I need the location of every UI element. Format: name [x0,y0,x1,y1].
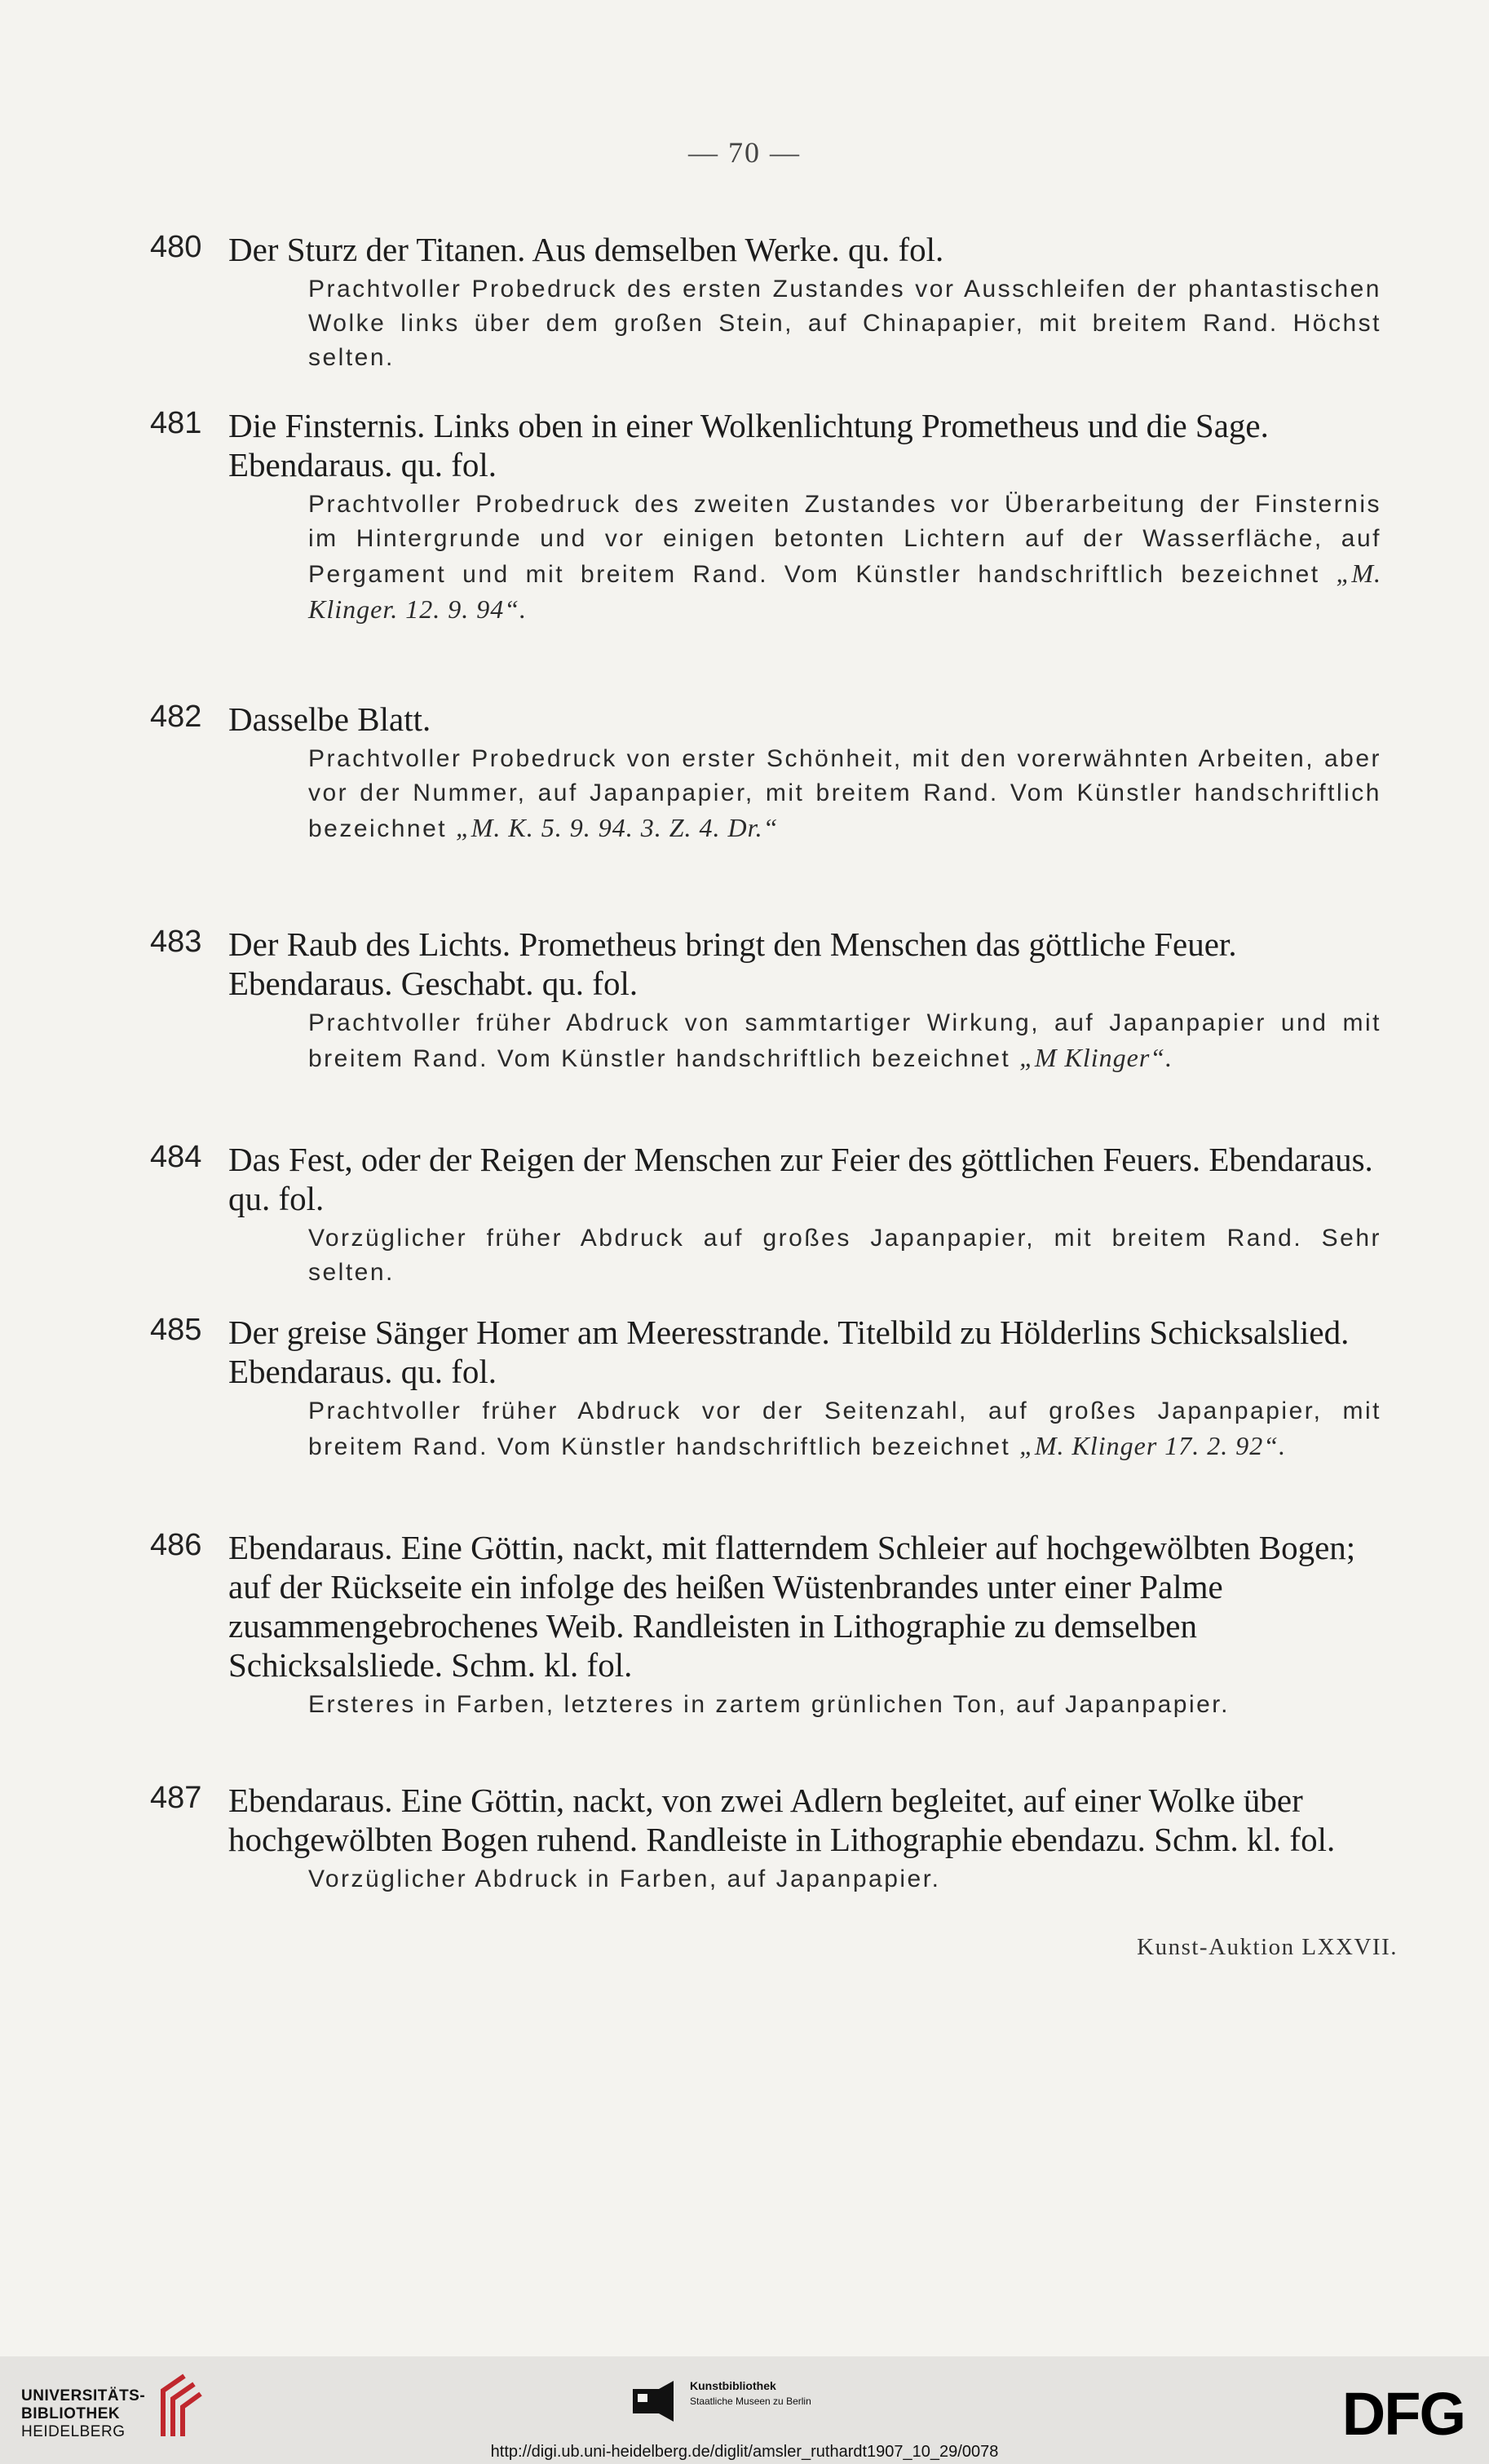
entry-number: 480 [150,230,202,264]
catalog-entry [150,1313,1381,1528]
entry-title: Der Sturz der Titanen. Aus demselben Werke. qu. fol. [228,231,944,268]
catalog-entry [150,700,1381,925]
entry-title: Dasselbe Blatt. [228,700,431,738]
entry-number: 483 [150,925,202,959]
artist-signature: „M. K. 5. 9. 94. 3. Z. 4. Dr.“ [455,813,779,842]
entry-number: 482 [150,700,202,734]
dfg-logo[interactable]: DFG [1341,2380,1465,2448]
entry-number: 481 [150,406,202,440]
catalog-entries [150,230,1381,1944]
catalog-entry [150,1528,1381,1781]
description-text: Vorzüglicher Abdruck in Farben, auf Japanpapier. [308,1866,941,1892]
entry-number: 485 [150,1313,202,1347]
auction-footer: Kunst-Auktion LXXVII. [1137,1934,1398,1960]
university-logo-line: HEIDELBERG [21,2423,126,2440]
viewer-footer-bar [0,2356,1489,2464]
university-library-logo[interactable] [21,2387,145,2441]
page-number: — 70 — [688,136,801,169]
entry-description [228,1221,1381,1290]
entry-description [228,1394,1381,1464]
catalog-entry [150,1781,1381,1944]
description-text: Prachtvoller früher Abdruck vor der Seitenzahl, auf großes Japanpapier, mit breitem Rand. Vom Künstler handschriftlich bezeichnet [308,1398,1381,1460]
entry-title: Ebendaraus. Eine Göttin, nackt, mit flatterndem Schleier auf hochgewölbten Bogen; auf der Rückseite ein infolge des heißen Wüstenbrandes unter einer Palme zusammengebrochenes Weib. Randleisten in Lithographie zu demselben Schicksalsliede. Schm. kl. fol. [228,1529,1356,1684]
university-logo-line: BIBLIOTHEK [21,2405,121,2422]
description-text: Ersteres in Farben, letzteres in zartem grünlichen Ton, auf Japanpapier. [308,1691,1230,1718]
catalog-entry [150,1140,1381,1313]
artist-signature: „M. Klinger. 12. 9. 94“. [308,559,1381,624]
entry-title: Ebendaraus. Eine Göttin, nackt, von zwei Adlern begleitet, auf einer Wolke über hochgewölbten Bogen ruhend. Randleiste in Lithographie ebendazu. Schm. kl. fol. [228,1782,1336,1858]
description-text: Vorzüglicher früher Abdruck auf großes Japanpapier, mit breitem Rand. Sehr selten. [308,1225,1381,1286]
entry-number: 487 [150,1781,202,1815]
catalog-entry [150,925,1381,1140]
entry-title: Der greise Sänger Homer am Meeresstrande. Titelbild zu Hölderlins Schicksalslied. Ebendaraus. qu. fol. [228,1314,1350,1390]
artist-signature: „M. Klinger 17. 2. 92“. [1019,1431,1287,1460]
catalog-entry [150,406,1381,700]
description-text: Prachtvoller Probedruck des ersten Zustandes vor Ausschleifen der phantastischen Wolke links über dem großen Stein, auf Chinapapier, mit breitem Rand. Höchst selten. [308,276,1381,371]
heidelberg-mark-icon [152,2369,204,2443]
kunstbibliothek-name: Kunstbibliothek [690,2379,776,2392]
entry-description [228,488,1381,628]
entry-description [228,1862,1381,1897]
description-text: Prachtvoller Probedruck von erster Schönheit, mit den vorerwähnten Arbeiten, aber vor der Nummer, auf Japanpapier, mit breitem Rand. Vom Künstler handschriftlich bezeichnet [308,745,1381,842]
entry-description [228,1006,1381,1076]
entry-number: 484 [150,1140,202,1174]
catalog-entry [150,230,1381,406]
kunstbibliothek-text [690,2379,902,2407]
entry-title: Die Finsternis. Links oben in einer Wolkenlichtung Prometheus und die Sage. Ebendaraus. qu. fol. [228,407,1269,484]
entry-number: 486 [150,1528,202,1562]
entry-title: Der Raub des Lichts. Prometheus bringt den Menschen das göttliche Feuer. Ebendaraus. Geschabt. qu. fol. [228,925,1237,1002]
entry-title: Das Fest, oder der Reigen der Menschen zur Feier des göttlichen Feuers. Ebendaraus. qu. fol. [228,1141,1373,1217]
entry-description [228,742,1381,846]
description-text: Prachtvoller früher Abdruck von sammtartiger Wirkung, auf Japanpapier und mit breitem Rand. Vom Künstler handschriftlich bezeichnet [308,1009,1381,1072]
permalink-url[interactable]: http://digi.ub.uni-heidelberg.de/diglit/amsler_ruthardt1907_10_29/0078 [490,2443,999,2461]
artist-signature: „M Klinger“. [1019,1043,1173,1072]
entry-description [228,1688,1381,1722]
museum-name: Staatliche Museen zu Berlin [690,2396,811,2407]
university-logo-line: UNIVERSITÄTS- [21,2387,146,2404]
kunstbibliothek-mark-icon [633,2381,674,2422]
entry-description [228,272,1381,375]
description-text: Prachtvoller Probedruck des zweiten Zustandes vor Überarbeitung der Finsternis im Hintergrunde und vor einigen betonten Lichtern auf der Wasserfläche, auf Pergament und mit breitem Rand. Vom Künstler handschriftlich bezeichnet [308,491,1381,588]
